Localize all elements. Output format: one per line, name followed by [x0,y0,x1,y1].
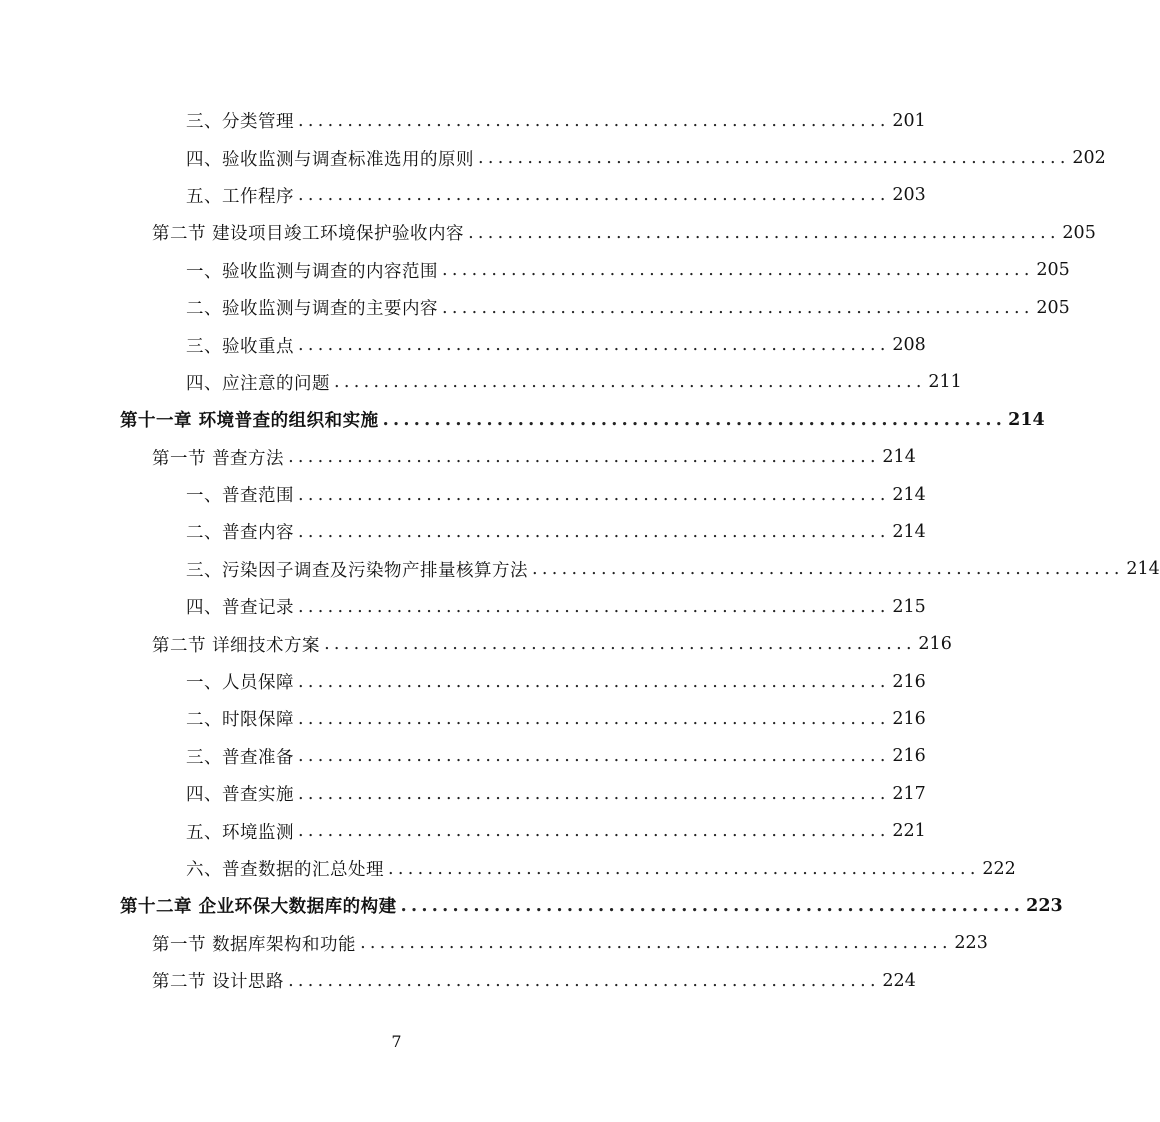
toc-leader-dots: ............................................................ [468,222,1060,243]
toc-entry[interactable] [0,812,926,849]
toc-entry-label: 第一节 数据库架构和功能 [152,934,357,955]
toc-entry-page: 211 [928,372,962,393]
toc-leader-dots: ............................................................ [532,559,1124,580]
toc-entry-label: 第十二章 企业环保大数据库的构建 [120,897,397,918]
toc-entry-page: 216 [892,708,926,729]
toc-entry-page: 223 [954,933,988,954]
toc-entry[interactable] [0,214,1096,251]
toc-entry[interactable] [0,326,926,363]
table-of-contents [0,102,1160,999]
toc-entry-page: 215 [892,596,926,617]
toc-leader-dots: ............................................................ [298,521,890,542]
toc-leader-dots: ............................................................ [478,148,1070,169]
toc-entry-label: 四、应注意的问题 [186,373,330,394]
toc-entry-page: 216 [892,746,926,767]
toc-entry[interactable] [0,364,962,401]
toc-entry[interactable] [0,625,952,662]
toc-entry-page: 214 [892,484,926,505]
toc-entry-label: 第二节 详细技术方案 [152,635,321,656]
toc-entry-page: 223 [1026,895,1063,916]
toc-entry-page: 205 [1036,297,1070,318]
toc-entry-page: 214 [882,447,916,468]
toc-entry[interactable] [0,700,926,737]
toc-entry[interactable] [0,663,926,700]
toc-leader-dots: ............................................................ [442,297,1034,318]
toc-entry[interactable] [0,738,926,775]
toc-leader-dots: ............................................................ [298,746,890,767]
toc-leader-dots: ............................................................ [298,185,890,206]
toc-leader-dots: ............................................................ [334,372,926,393]
toc-leader-dots: ............................................................ [298,484,890,505]
toc-leader-dots: ............................................................ [298,110,890,131]
toc-entry-page: 214 [892,521,926,542]
toc-entry[interactable] [0,850,1016,887]
toc-entry-label: 四、普查记录 [186,598,294,619]
toc-entry-page: 205 [1062,222,1096,243]
toc-entry[interactable] [0,177,926,214]
toc-entry[interactable] [0,476,926,513]
toc-entry[interactable] [0,289,1070,326]
toc-entry-label: 三、普查准备 [186,747,294,768]
toc-entry-page: 216 [918,634,952,655]
toc-entry[interactable] [0,775,926,812]
toc-entry-page: 221 [892,821,926,842]
toc-entry-label: 第十一章 环境普查的组织和实施 [120,411,379,432]
toc-leader-dots: ............................................................ [298,708,890,729]
toc-entry-page: 202 [1072,148,1106,169]
toc-entry-page: 214 [1008,409,1045,430]
toc-leader-dots: ............................................................ [382,409,1007,430]
toc-leader-dots: ............................................................ [298,821,890,842]
toc-entry-label: 四、普查实施 [186,785,294,806]
toc-entry[interactable] [0,252,1070,289]
toc-entry-label: 二、验收监测与调查的主要内容 [186,299,438,320]
toc-entry-label: 六、普查数据的汇总处理 [186,860,384,880]
toc-entry-page: 203 [892,185,926,206]
toc-entry-page: 216 [892,671,926,692]
toc-entry-page: 224 [882,970,916,991]
toc-entry[interactable] [0,887,1063,924]
toc-entry-label: 第二节 设计思路 [152,972,285,993]
toc-leader-dots: ............................................................ [298,783,890,804]
toc-entry[interactable] [0,588,926,625]
toc-entry[interactable] [0,102,926,139]
toc-entry[interactable] [0,925,988,962]
toc-entry-label: 二、时限保障 [186,710,294,731]
toc-entry-label: 四、验收监测与调查标准选用的原则 [186,149,474,170]
toc-entry[interactable] [0,513,926,550]
toc-entry[interactable] [0,439,916,476]
toc-entry[interactable] [0,551,1160,588]
toc-entry-label: 五、工作程序 [186,186,294,207]
toc-leader-dots: ............................................................ [442,260,1034,281]
toc-entry-page: 222 [982,858,1016,879]
toc-entry[interactable] [0,401,1045,438]
toc-leader-dots: ............................................................ [298,596,890,617]
toc-entry[interactable] [0,962,916,999]
toc-entry-label: 一、验收监测与调查的内容范围 [186,261,438,282]
toc-leader-dots: ............................................................ [360,933,952,954]
toc-leader-dots: ............................................................ [288,447,880,468]
toc-entry-label: 二、普查内容 [186,523,294,544]
toc-entry-label: 三、污染因子调查及污染物产排量核算方法 [186,560,528,581]
toc-entry-page: 214 [1126,559,1160,580]
toc-entry-page: 205 [1036,260,1070,281]
toc-leader-dots: ............................................................ [324,634,916,655]
toc-entry-label: 五、环境监测 [186,822,294,843]
toc-entry-label: 一、人员保障 [186,673,294,694]
toc-leader-dots: ............................................................ [298,335,890,356]
page-number: 7 [391,1032,402,1051]
toc-entry-label: 三、分类管理 [186,112,294,133]
toc-entry-label: 第一节 普查方法 [152,448,285,469]
toc-entry-page: 201 [892,110,926,131]
toc-entry-label: 一、普查范围 [186,486,294,507]
toc-entry-page: 208 [892,335,926,356]
toc-entry-label: 第二节 建设项目竣工环境保护验收内容 [152,224,465,245]
toc-entry-page: 217 [892,783,926,804]
toc-leader-dots: ............................................................ [388,858,980,879]
toc-leader-dots: ............................................................ [400,895,1025,916]
toc-leader-dots: ............................................................ [298,671,890,692]
toc-leader-dots: ............................................................ [288,970,880,991]
toc-entry[interactable] [0,139,1106,176]
toc-entry-label: 三、验收重点 [186,336,294,357]
